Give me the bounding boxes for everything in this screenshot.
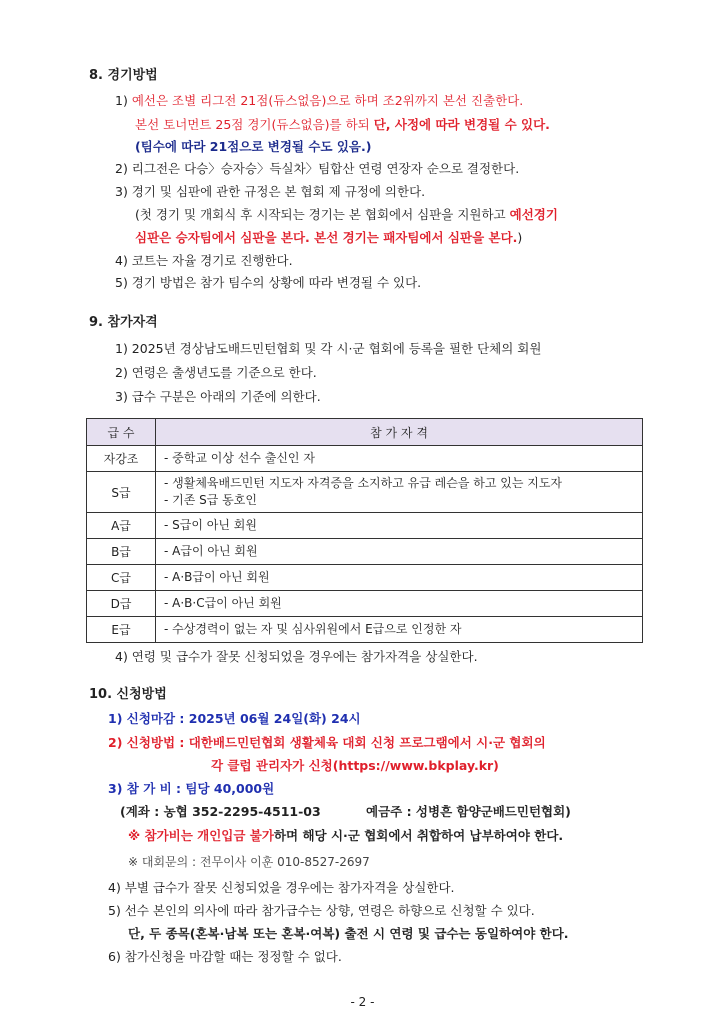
table-row — [87, 539, 643, 565]
grade-table-header — [87, 419, 643, 446]
s8-item4: 4) 코트는 자율 경기로 진행한다. — [115, 253, 293, 268]
s10-item4: 4) 부별 급수가 잘못 신청되었을 경우에는 참가자격을 상실한다. — [108, 880, 455, 895]
fee-note-a: ※ 참가비는 개인입금 불가 — [128, 828, 274, 843]
grade-cell: D급 — [87, 591, 156, 617]
grade-col-header: 급 수 — [87, 419, 156, 446]
s9-item2: 2) 연령은 출생년도를 기준으로 한다. — [115, 365, 317, 380]
s9-item3: 3) 급수 구분은 아래의 기준에 의한다. — [115, 389, 321, 404]
s8-item3: 3) 경기 및 심판에 관한 규정은 본 협회 제 규정에 의한다. — [115, 184, 426, 199]
account-holder: 예금주 : 성병흔 함양군배드민턴협회) — [366, 804, 571, 819]
s10-item1: 1) 신청마감 : 2025년 06월 24일(화) 24시 — [108, 711, 361, 726]
s10-item3: 3) 참 가 비 : 팀당 40,000원 — [108, 781, 275, 796]
s8-item3-note-d: ) — [517, 230, 523, 245]
inquiry-note: ※ 대회문의 : 전무이사 이훈 010-8527-2697 — [128, 855, 370, 869]
s9-item4: 4) 연령 및 급수가 잘못 신청되었을 경우에는 참가자격을 상실한다. — [115, 649, 478, 664]
qual-col-header: 참 가 자 격 — [156, 419, 643, 446]
grade-cell: 자강조 — [87, 446, 156, 472]
table-row — [87, 617, 643, 643]
s8-item1-note: (팀수에 따라 21점으로 변경될 수도 있음.) — [135, 139, 372, 154]
section-8-heading: 8. 경기방법 — [89, 68, 158, 83]
s10-item5-note: 단, 두 종목(혼복·남복 또는 혼복·여복) 출전 시 연령 및 급수는 동일하여야 한다. — [128, 926, 569, 941]
qual-line: - 생활체육배드민턴 지도자 자격증을 소지하고 유급 레슨을 하고 있는 지도자 — [164, 476, 563, 490]
table-row — [87, 513, 643, 539]
section-9-heading: 9. 참가자격 — [89, 315, 158, 330]
grade-table — [86, 418, 643, 643]
s10-item2-line1: 2) 신청방법 : 대한배드민턴협회 생활체육 대회 신청 프로그램에서 시·군 협회의 — [108, 735, 546, 750]
qual-cell: - 수상경력이 없는 자 및 심사위원에서 E급으로 인정한 자 — [156, 617, 643, 643]
s10-item5: 5) 선수 본인의 의사에 따라 참가급수는 상향, 연령은 하향으로 신청할 수 있다. — [108, 903, 535, 918]
s8-item1-line1 — [115, 92, 523, 110]
s8-item1-finals: 본선 토너먼트 25점 경기(듀스없음)를 하되 — [135, 117, 374, 132]
qual-line: - 기존 S급 동호인 — [164, 493, 257, 507]
qual-cell: - A·B급이 아닌 회원 — [156, 565, 643, 591]
grade-cell: S급 — [87, 472, 156, 513]
qual-cell: - 중학교 이상 선수 출신인 자 — [156, 446, 643, 472]
qual-cell — [156, 472, 643, 513]
s8-item3-note-line1 — [135, 206, 558, 224]
s8-item3-note-a: (첫 경기 및 개회식 후 시작되는 경기는 본 협회에서 심판을 지원하고 — [135, 207, 510, 222]
section-10-heading: 10. 신청방법 — [89, 687, 167, 702]
s9-item1: 1) 2025년 경상남도배드민턴협회 및 각 시·군 협회에 등록을 필한 단체의 회원 — [115, 341, 542, 356]
grade-cell: E급 — [87, 617, 156, 643]
s8-item3-note-c: 심판은 승자팀에서 심판을 본다. 본선 경기는 패자팀에서 심판을 본다. — [135, 230, 518, 245]
s10-item6: 6) 참가신청을 마감할 때는 정정할 수 없다. — [108, 949, 342, 964]
s8-item1-line2 — [135, 116, 550, 134]
fee-note — [128, 827, 563, 845]
table-row — [87, 472, 643, 513]
s8-item1-text: 예선은 조별 리그전 21점(듀스없음)으로 하며 조2위까지 본선 진출한다. — [131, 93, 524, 108]
table-row — [87, 565, 643, 591]
grade-cell: A급 — [87, 513, 156, 539]
table-row — [87, 446, 643, 472]
qual-cell: - A·B·C급이 아닌 회원 — [156, 591, 643, 617]
qual-cell: - A급이 아닌 회원 — [156, 539, 643, 565]
grade-cell: C급 — [87, 565, 156, 591]
page-number: - 2 - — [350, 995, 375, 1009]
account-info: (계좌 : 농협 352-2295-4511-03 — [120, 804, 321, 819]
s8-item1-num: 1) — [115, 93, 128, 108]
fee-note-b: 하며 해당 시·군 협회에서 취합하여 납부하여야 한다. — [273, 828, 564, 843]
s10-item2-line2: 각 클럽 관리자가 신청(https://www.bkplay.kr) — [211, 758, 499, 773]
table-row — [87, 591, 643, 617]
s8-item1-change: 단, 사정에 따라 변경될 수 있다. — [373, 117, 550, 132]
s8-item2: 2) 리그전은 다승〉승자승〉득실차〉팀합산 연령 연장자 순으로 결정한다. — [115, 161, 520, 176]
qual-cell: - S급이 아닌 회원 — [156, 513, 643, 539]
grade-cell: B급 — [87, 539, 156, 565]
s8-item3-note-line2 — [135, 229, 522, 247]
s8-item5: 5) 경기 방법은 참가 팀수의 상황에 따라 변경될 수 있다. — [115, 275, 422, 290]
s8-item3-note-b: 예선경기 — [509, 207, 558, 222]
